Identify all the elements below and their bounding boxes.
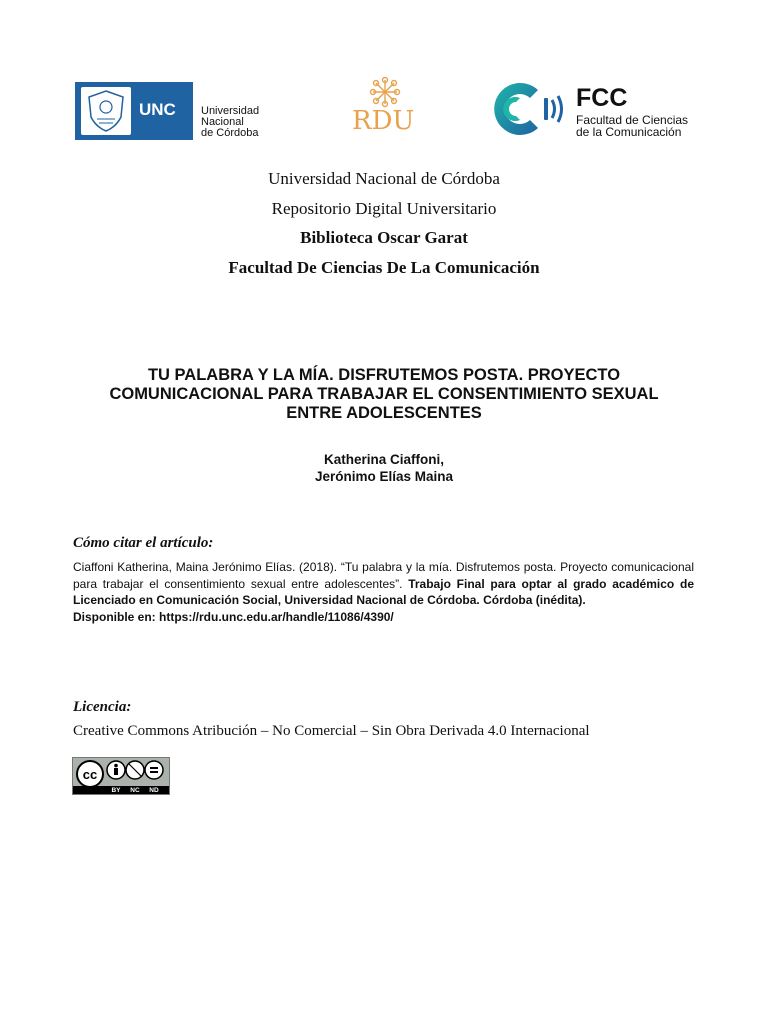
rdu-logo-text: RDU <box>352 106 415 136</box>
unc-logo-text: UNC <box>139 100 176 119</box>
license-label: Licencia: <box>73 699 132 715</box>
citation-text <box>73 559 694 625</box>
rdu-logo <box>350 76 420 142</box>
author-name: Katherina Ciaffoni, <box>323 452 444 467</box>
citation-degree: Trabajo Final para optar al grado académico de Licenciado en Comunicación Social, Universidad Nacional de Córdoba. Córdoba (inédita). <box>73 576 694 607</box>
fcc-logo-subtitle: Facultad de Ciencias de la Comunicación <box>576 113 689 139</box>
cc-license-badge <box>72 757 170 795</box>
fcc-logo <box>486 76 701 142</box>
by-label: BY <box>111 787 121 794</box>
title-line: TU PALABRA Y LA MÍA. DISFRUTEMOS POSTA. PROYECTO <box>147 366 621 384</box>
author-name: Jerónimo Elías Maina <box>314 469 454 484</box>
nd-label: ND <box>149 787 159 794</box>
citation-url: Disponible en: https://rdu.unc.edu.ar/handle/11086/4390/ <box>73 609 394 624</box>
unc-logo-name: Universidad Nacional de Córdoba <box>201 105 260 139</box>
header-university: Universidad Nacional de Córdoba <box>268 169 500 188</box>
cc-symbol-label: cc <box>82 767 98 782</box>
citation-authors: Ciaffoni Katherina, Maina Jerónimo Elías. <box>73 560 300 574</box>
citation-title: “Tu palabra y la mía. Disfrutemos posta. Proyecto comunicacional para trabajar el consentimiento sexual entre adolescentes”. <box>73 560 694 591</box>
fcc-c-icon <box>486 76 566 142</box>
authors <box>0 451 768 485</box>
nd-icon <box>145 761 163 779</box>
document-title <box>0 366 768 423</box>
logo-bar <box>0 72 768 144</box>
title-line: ENTRE ADOLESCENTES <box>286 404 482 422</box>
fcc-logo-title: FCC <box>576 84 628 112</box>
header-repository: Repositorio Digital Universitario <box>271 199 497 218</box>
rdu-network-icon <box>350 76 420 108</box>
license-text: Creative Commons Atribución – No Comercial – Sin Obra Derivada 4.0 Internacional <box>73 723 590 739</box>
nc-label: NC <box>130 787 140 794</box>
unc-shield-icon <box>81 87 131 135</box>
title-line: COMUNICACIONAL PARA TRABAJAR EL CONSENTIMIENTO SEXUAL <box>109 385 659 403</box>
citation-year: (2018). <box>299 560 338 574</box>
header-library: Biblioteca Oscar Garat <box>300 228 468 247</box>
unc-logo <box>75 82 265 140</box>
header-faculty: Facultad De Ciencias De La Comunicación <box>228 258 540 277</box>
unc-logo-box <box>75 82 193 140</box>
citation-label: Cómo citar el artículo: <box>73 535 214 551</box>
